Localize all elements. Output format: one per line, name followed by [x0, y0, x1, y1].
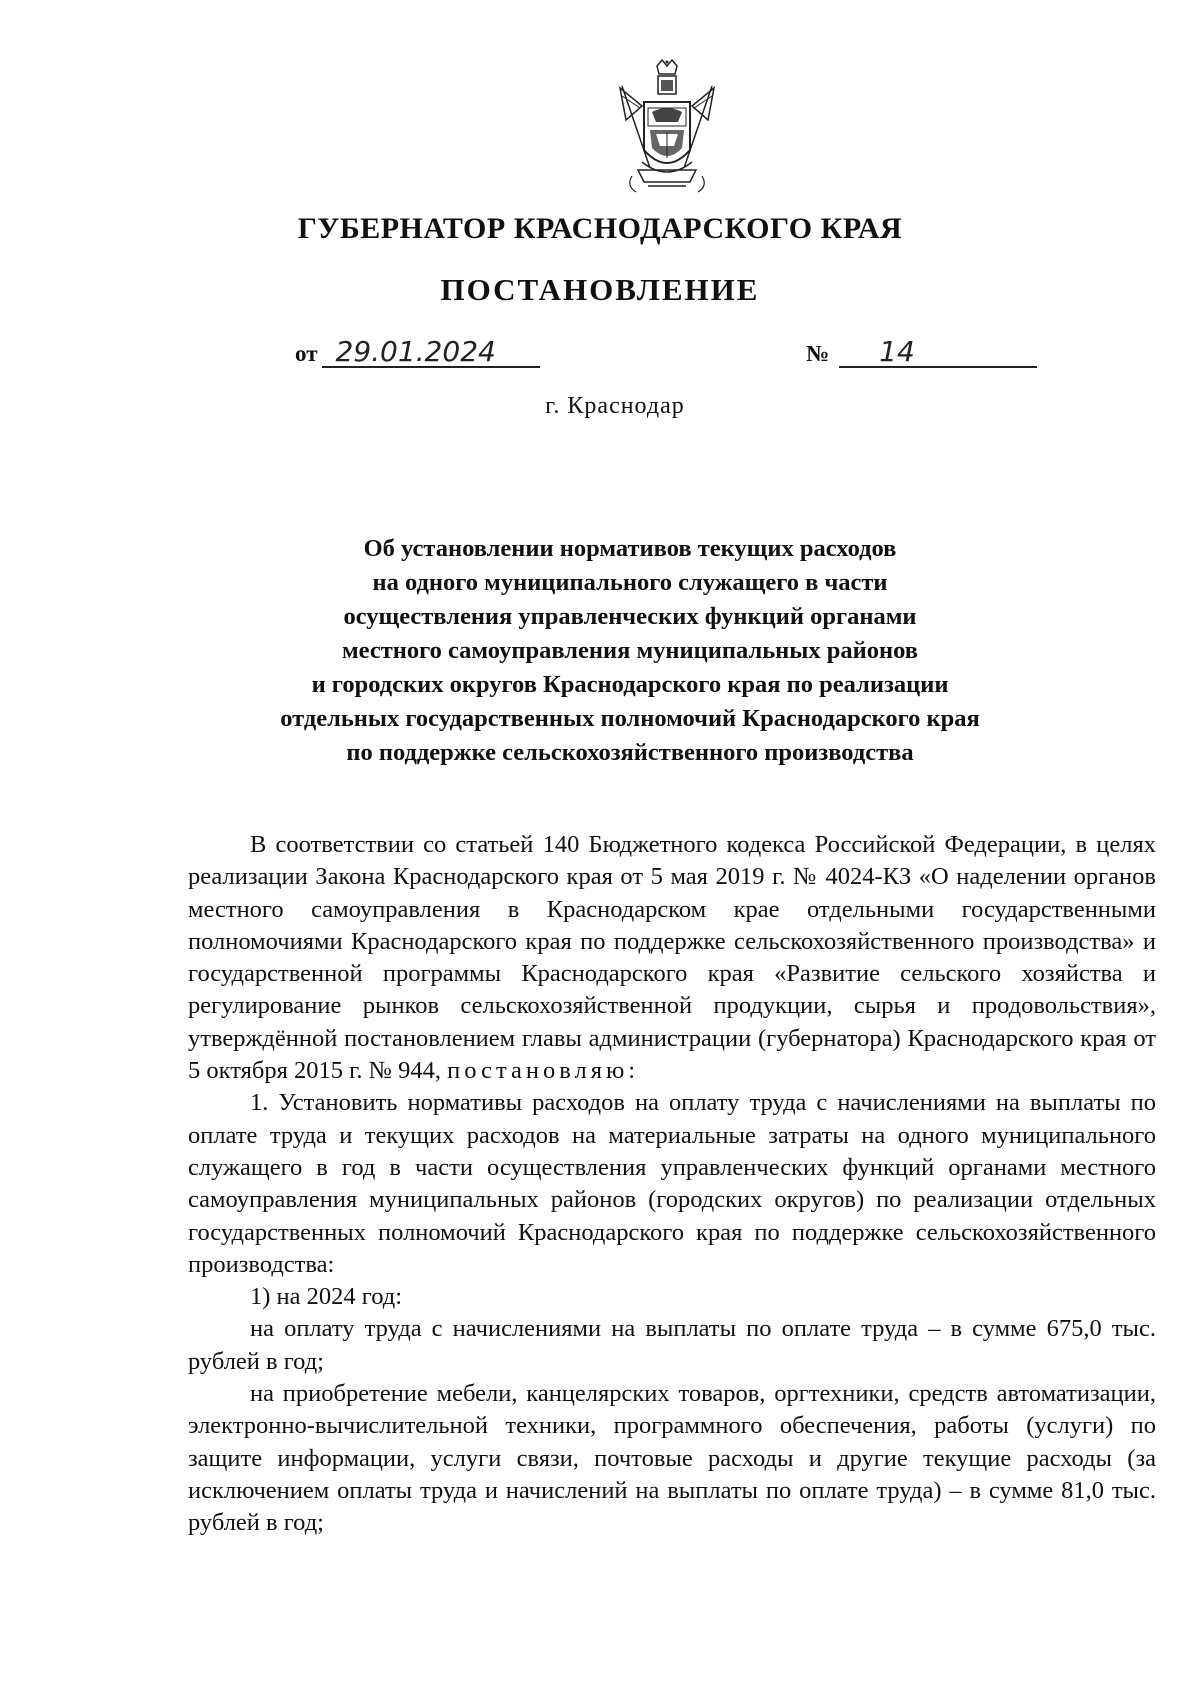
- document-body: [188, 829, 1156, 1540]
- decree-word: постановляю:: [447, 1057, 640, 1085]
- document-heading: Об установлении нормативов текущих расходов на одного муниципального служащего в части осуществления управленческих функций органами местного самоуправления муниципальных районов и городских округов Краснодарского края по реализации отдельных государственных полномочий Краснодарского края по поддержке сельскохозяйственного производства: [280, 535, 980, 766]
- document-type: ПОСТАНОВЛЕНИЕ: [440, 272, 760, 307]
- city-label: г. Краснодар: [545, 393, 685, 419]
- item-1-paragraph: 1. Установить нормативы расходов на оплату труда с начислениями на выплаты по оплате труда и текущих расходов на материальные затраты на одного муниципального служащего в год в части осуществления управленческих функций органами местного самоуправления муниципальных районов (городских округов) по реализации отдельных государственных полномочий Краснодарского края по поддержке сельскохозяйственного производства:: [188, 1089, 1156, 1278]
- subitem-1-heading: 1) на 2024 год:: [250, 1283, 403, 1311]
- subitem-1-salary: на оплату труда с начислениями на выплаты по оплате труда – в сумме 675,0 тыс. рублей в год;: [188, 1315, 1156, 1375]
- number-field: [806, 335, 1037, 368]
- date-field: [295, 335, 540, 368]
- date-prefix: от: [295, 341, 318, 366]
- number-prefix: №: [806, 341, 830, 366]
- handwritten-number: 14: [839, 338, 1037, 368]
- preamble-text: В соответствии со статьей 140 Бюджетного кодекса Российской Федерации, в целях реализации Закона Краснодарского края от 5 мая 2019 г. № 4024-КЗ «О наделении органов местного самоуправления в Краснодарском крае отдельными государственными полномочиями Краснодарского края по поддержке сельскохозяйственного производства» и государственной программы Краснодарского края «Развитие сельского хозяйства и регулирование рынков сельскохозяйственной продукции, сырья и продовольствия», утверждённой постановлением главы администрации (губернатора) Краснодарского края от 5 октября 2015 г. № 944,: [188, 831, 1156, 1085]
- preamble-paragraph: [188, 829, 1156, 1087]
- issuer-title: ГУБЕРНАТОР КРАСНОДАРСКОГО КРАЯ: [297, 212, 903, 245]
- krasnodar-krai-coat-of-arms-icon: [612, 58, 722, 198]
- subitem-1-current-expenses: на приобретение мебели, канцелярских товаров, оргтехники, средств автоматизации, электронно-вычислительной техники, программного обеспечения, работы (услуги) по защите информации, услуги связи, почтовые расходы и другие текущие расходы (за исключением оплаты труда и начислений на выплаты по оплате труда) – в сумме 81,0 тыс. рублей в год;: [188, 1380, 1156, 1537]
- handwritten-date: 29.01.2024: [322, 338, 540, 368]
